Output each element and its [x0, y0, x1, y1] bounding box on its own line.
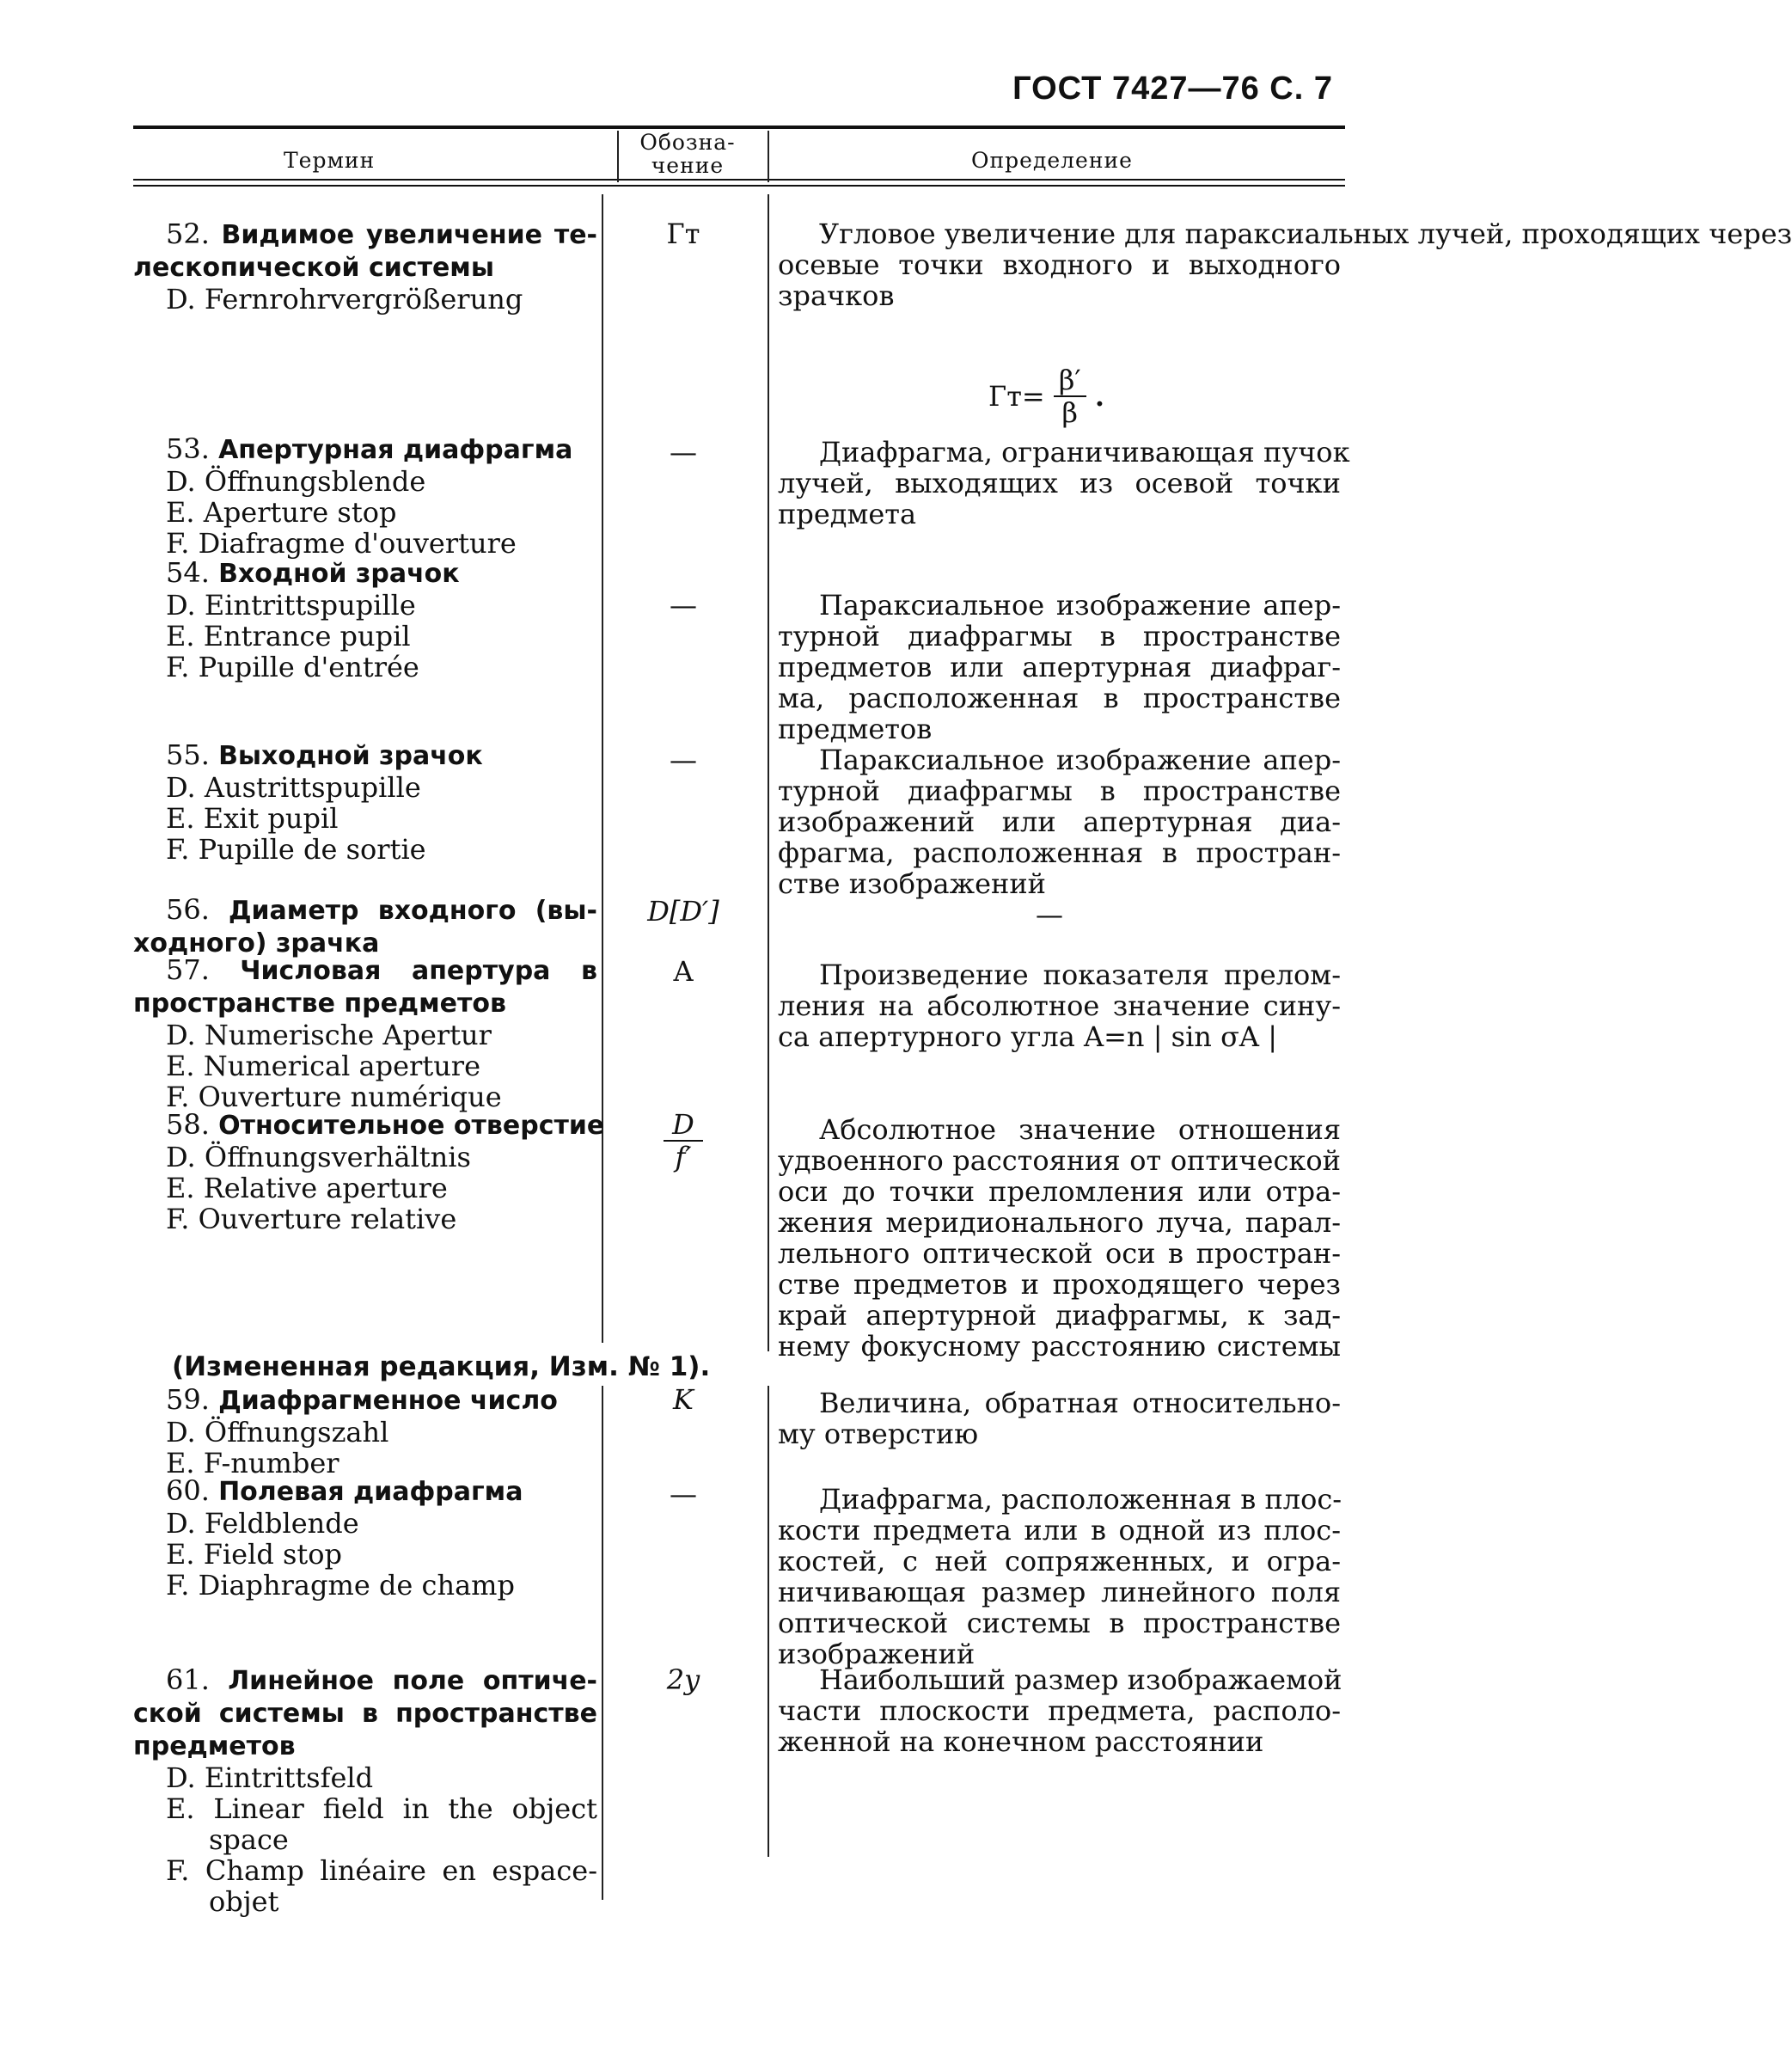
column-header-notation-line1: Обозна-: [639, 130, 736, 155]
definition-60-line4: ничивающая размер линейного поля: [778, 1576, 1341, 1608]
column-header-term: Термин: [284, 148, 376, 173]
column-divider-left-header: [617, 131, 619, 182]
definition-58-line5: лельного оптической оси в простран-: [778, 1237, 1341, 1270]
notation-54: —: [670, 589, 697, 622]
term-58-en: E. Relative aperture: [166, 1172, 448, 1204]
definition-54-line3: предметов или апертурная диафраг-: [778, 651, 1341, 683]
amendment-note: (Измененная редакция, Изм. № 1).: [172, 1351, 711, 1382]
formula-52-denominator: β: [1061, 396, 1078, 429]
definition-58-line7: край апертурной диафрагмы, к зад-: [778, 1299, 1341, 1332]
definition-52-line3: зрачков: [778, 279, 895, 312]
term-56-title-line2: ходного) зрачка: [133, 928, 380, 959]
definition-53-line2: лучей, выходящих из осевой точки: [778, 467, 1341, 499]
formula-52: [988, 364, 1104, 428]
term-53-fr: F. Diafragme d'ouverture: [166, 527, 517, 560]
definition-55-line1: Параксиальное изображение апер-: [819, 744, 1341, 776]
term-55-title: 55. Выходной зрачок: [166, 738, 483, 771]
definition-54-line2: турной диафрагмы в пространстве: [778, 620, 1341, 652]
definition-61-line3: женной на конечном расстоянии: [778, 1725, 1264, 1758]
term-53-en: E. Aperture stop: [166, 496, 397, 529]
definition-54-line5: предметов: [778, 713, 933, 745]
term-54-de: D. Eintrittspupille: [166, 589, 416, 622]
term-58: [133, 1108, 605, 1235]
definition-57-line3: са апертурного угла A=n | sin σA |: [778, 1020, 1277, 1053]
definition-58-line2: удвоенного расстояния от оптической: [778, 1144, 1341, 1177]
column-divider-right-lower: [768, 1386, 769, 1857]
term-54-fr: F. Pupille d'entrée: [166, 651, 419, 683]
header-rule-1: [133, 179, 1345, 181]
term-57: [133, 954, 597, 1112]
term-57-fr: F. Ouverture numérique: [166, 1081, 502, 1113]
notation-61: [602, 1664, 765, 1695]
definition-60-line5: оптической системы в пространстве: [778, 1607, 1341, 1639]
definition-55-line5: стве изображений: [778, 867, 1046, 900]
term-59-de: D. Öffnungszahl: [166, 1416, 389, 1449]
definition-54-line4: ма, расположенная в пространстве: [778, 682, 1341, 714]
term-55: [133, 739, 597, 865]
definition-61-line2: части плоскости предмета, располо-: [778, 1694, 1341, 1727]
term-60-title: 60. Полевая диафрагма: [166, 1474, 523, 1507]
term-58-de: D. Öffnungsverhältnis: [166, 1141, 471, 1173]
definition-55-line2: турной диафрагмы в пространстве: [778, 775, 1341, 807]
definition-53: [778, 436, 1350, 530]
term-56-title-line1: 56. Диаметр входного (вы-: [166, 893, 597, 926]
definition-57: [778, 959, 1341, 1052]
term-61: [133, 1664, 597, 1917]
definition-56: —: [1036, 898, 1063, 931]
notation-58-denominator: f′: [675, 1141, 692, 1173]
notation-57: A: [673, 955, 694, 988]
term-53: [133, 433, 597, 559]
formula-52-lhs: Гт=: [988, 380, 1045, 413]
definition-58-line6: стве предметов и проходящего через: [778, 1268, 1341, 1301]
notation-59-symbol: K: [673, 1383, 694, 1416]
column-divider-right: [768, 194, 769, 1351]
definition-58: [778, 1114, 1341, 1362]
formula-52-end: .: [1094, 380, 1104, 413]
notation-56-symbol: D[D′]: [647, 895, 719, 928]
term-61-fr-line2: objet: [209, 1885, 279, 1918]
definition-60-line3: костей, с ней сопряженных, и огра-: [778, 1545, 1341, 1577]
formula-52-numerator: β′: [1054, 364, 1086, 397]
definition-53-line1: Диафрагма, ограничивающая пучок: [819, 436, 1350, 469]
term-59-en: E. F-number: [166, 1447, 339, 1479]
definition-61-line1: Наибольший размер изображаемой: [819, 1663, 1342, 1696]
definition-61: [778, 1664, 1341, 1757]
definition-57-line1: Произведение показателя прелом-: [819, 959, 1341, 991]
definition-58-line4: жения меридионального луча, парал-: [778, 1206, 1341, 1239]
term-61-en-line2: space: [209, 1823, 289, 1856]
term-53-title: 53. Апертурная диафрагма: [166, 432, 573, 465]
column-divider-left-lower: [602, 1386, 603, 1900]
definition-54: [778, 590, 1341, 744]
notation-56: [602, 896, 765, 927]
definition-59-line2: му отверстию: [778, 1418, 979, 1450]
column-header-notation-line2: чение: [651, 153, 725, 178]
term-60-de: D. Feldblende: [166, 1507, 359, 1540]
column-header-definition: Определение: [971, 148, 1133, 173]
term-57-title-line2: пространстве предметов: [133, 989, 507, 1019]
table-top-rule: [133, 126, 1345, 129]
term-60-en: E. Field stop: [166, 1538, 342, 1571]
term-61-fr-line1: F. Champ linéaire en espace-: [166, 1854, 597, 1887]
term-55-fr: F. Pupille de sortie: [166, 833, 426, 866]
notation-60: —: [670, 1478, 697, 1510]
term-61-title-line1: 61. Линейное поле оптиче-: [166, 1663, 598, 1696]
definition-57-line2: ления на абсолютное значение сину-: [778, 989, 1341, 1022]
term-59: [133, 1384, 597, 1479]
term-57-en: E. Numerical aperture: [166, 1050, 481, 1082]
term-53-de: D. Öffnungsblende: [166, 465, 426, 498]
definition-54-line1: Параксиальное изображение апер-: [819, 589, 1341, 622]
column-divider-right-header: [768, 131, 769, 182]
term-60-fr: F. Diaphragme de champ: [166, 1569, 515, 1602]
term-54-en: E. Entrance pupil: [166, 620, 411, 652]
formula-52-fraction: [1054, 364, 1086, 428]
term-56: [133, 894, 597, 959]
definition-55: [778, 744, 1341, 899]
term-58-title: 58. Относительное отверстие: [166, 1108, 605, 1141]
definition-52-line2: осевые точки входного и выходного: [778, 248, 1341, 281]
term-55-en: E. Exit pupil: [166, 802, 339, 835]
term-52: [133, 218, 597, 315]
notation-53: —: [670, 436, 697, 469]
definition-55-line3: изображений или апертурная диа-: [778, 805, 1341, 838]
definition-58-line3: оси до точки преломления или отра-: [778, 1175, 1341, 1208]
notation-55: —: [670, 744, 697, 776]
term-52-title-line2: лескопической системы: [133, 253, 494, 283]
term-54: [133, 557, 597, 683]
header-rule-2: [133, 185, 1345, 187]
term-61-title-line3: предметов: [133, 1731, 296, 1761]
term-57-title-line1: 57. Числовая апертура в: [166, 953, 598, 986]
term-52-de: D. Fernrohrvergrößerung: [166, 283, 523, 315]
definition-59: [778, 1387, 1341, 1449]
term-54-title: 54. Входной зрачок: [166, 556, 460, 589]
definition-58-line1: Абсолютное значение отношения: [819, 1113, 1341, 1146]
definition-52: [778, 217, 1792, 312]
term-60: [133, 1475, 597, 1601]
notation-59: [602, 1384, 765, 1415]
definition-59-line1: Величина, обратная относительно-: [819, 1387, 1341, 1419]
notation-52: Гт: [666, 217, 700, 250]
definition-60-line1: Диафрагма, расположенная в плос-: [819, 1483, 1342, 1516]
notation-58-fraction: [664, 1109, 703, 1173]
column-header-notation: [615, 131, 761, 177]
notation-58-numerator: D: [664, 1109, 703, 1142]
term-61-title-line2: ской системы в пространстве: [133, 1699, 597, 1729]
notation-61-symbol: 2y: [666, 1663, 700, 1696]
term-59-title: 59. Диафрагменное число: [166, 1383, 558, 1416]
term-52-title-line1: 52. Видимое увеличение те-: [166, 217, 598, 250]
term-61-en-line1: E. Linear field in the object: [166, 1792, 597, 1825]
term-61-de: D. Eintrittsfeld: [166, 1761, 374, 1794]
definition-55-line4: фрагма, расположенная в простран-: [778, 836, 1341, 869]
term-58-fr: F. Ouverture relative: [166, 1203, 457, 1235]
definition-58-line8: нему фокусному расстоянию системы: [778, 1330, 1341, 1363]
definition-60: [778, 1484, 1341, 1669]
definition-60-line2: кости предмета или в одной из плос-: [778, 1514, 1341, 1547]
definition-60-line6: изображений: [778, 1638, 976, 1670]
definition-52-line1: Угловое увеличение для параксиальных лучей, проходящих через: [819, 217, 1792, 250]
page-header: ГОСТ 7427—76 С. 7: [1012, 70, 1333, 107]
term-57-de: D. Numerische Apertur: [166, 1019, 492, 1051]
definition-53-line3: предмета: [778, 498, 917, 530]
notation-58: [602, 1109, 765, 1173]
term-55-de: D. Austrittspupille: [166, 771, 421, 804]
